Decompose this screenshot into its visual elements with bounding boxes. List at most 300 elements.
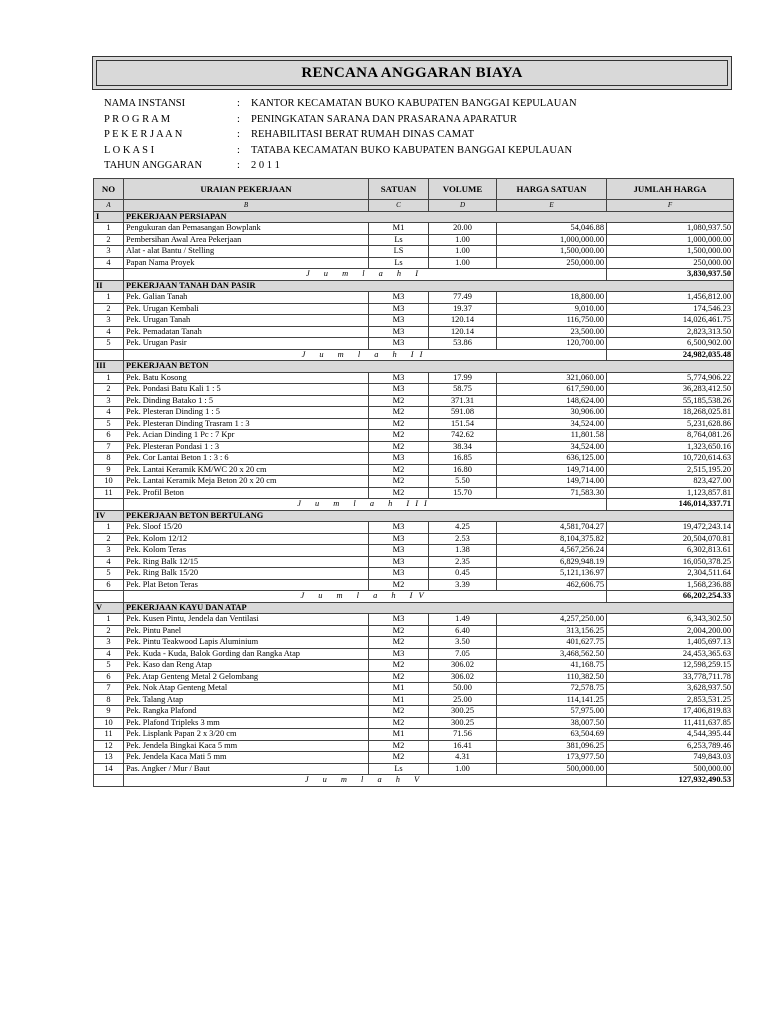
cell-volume: 17.99 xyxy=(429,372,497,384)
title-box xyxy=(92,56,732,90)
cell-no: 2 xyxy=(94,303,124,315)
cell-no: 5 xyxy=(94,568,124,580)
cell-harga-satuan: 4,257,250.00 xyxy=(497,614,607,626)
cell-satuan: M3 xyxy=(369,372,429,384)
cell-no: 8 xyxy=(94,453,124,465)
total-spacer xyxy=(94,269,124,281)
info-colon: : xyxy=(237,98,240,110)
title-frame xyxy=(96,60,728,86)
cell-jumlah-harga: 1,000,000.00 xyxy=(607,234,734,246)
cell-harga-satuan: 1,000,000.00 xyxy=(497,234,607,246)
cell-satuan: M2 xyxy=(369,625,429,637)
cell-satuan: M2 xyxy=(369,418,429,430)
table-row xyxy=(94,372,734,384)
table-row xyxy=(94,223,734,235)
cell-no: 11 xyxy=(94,729,124,741)
section-header-row xyxy=(94,211,734,223)
table-row xyxy=(94,407,734,419)
cell-volume: 16.41 xyxy=(429,740,497,752)
table-row xyxy=(94,752,734,764)
cell-satuan: M3 xyxy=(369,522,429,534)
cell-no: 1 xyxy=(94,372,124,384)
cell-satuan: Ls xyxy=(369,257,429,269)
total-label: J u m l a h I xyxy=(124,269,607,281)
table-row xyxy=(94,568,734,580)
cell-harga-satuan: 41,168.75 xyxy=(497,660,607,672)
cell-satuan: M3 xyxy=(369,303,429,315)
cell-no: 9 xyxy=(94,706,124,718)
cell-satuan: M2 xyxy=(369,660,429,672)
section-header-row xyxy=(94,280,734,292)
cell-volume: 7.05 xyxy=(429,648,497,660)
total-value: 3,830,937.50 xyxy=(607,269,734,281)
table-row xyxy=(94,453,734,465)
cell-uraian: Pek. Dinding Batako 1 : 5 xyxy=(124,395,369,407)
cell-satuan: M2 xyxy=(369,637,429,649)
table-row xyxy=(94,246,734,258)
cell-uraian: Pek. Urugan Pasir xyxy=(124,338,369,350)
cell-uraian: Pek. Ring Balk 12/15 xyxy=(124,556,369,568)
table-row xyxy=(94,522,734,534)
table-row xyxy=(94,729,734,741)
table-row xyxy=(94,545,734,557)
cell-no: 5 xyxy=(94,660,124,672)
section-header-row xyxy=(94,602,734,614)
cell-jumlah-harga: 12,598,259.15 xyxy=(607,660,734,672)
cell-jumlah-harga: 5,774,906.22 xyxy=(607,372,734,384)
cell-uraian: Pek. Pemadatan Tanah xyxy=(124,326,369,338)
cell-harga-satuan: 250,000.00 xyxy=(497,257,607,269)
cell-harga-satuan: 23,500.00 xyxy=(497,326,607,338)
cell-volume: 1.00 xyxy=(429,234,497,246)
cell-uraian: Pek. Lantai Keramik KM/WC 20 x 20 cm xyxy=(124,464,369,476)
cell-jumlah-harga: 36,283,412.50 xyxy=(607,384,734,396)
cell-no: 7 xyxy=(94,441,124,453)
cell-no: 12 xyxy=(94,740,124,752)
cell-jumlah-harga: 17,406,819.83 xyxy=(607,706,734,718)
cell-harga-satuan: 9,010.00 xyxy=(497,303,607,315)
table-row xyxy=(94,234,734,246)
cell-jumlah-harga: 6,500,902.00 xyxy=(607,338,734,350)
total-value: 146,014,337.71 xyxy=(607,499,734,511)
cell-no: 3 xyxy=(94,315,124,327)
cell-satuan: M1 xyxy=(369,683,429,695)
cell-harga-satuan: 54,046.88 xyxy=(497,223,607,235)
col-header-uraian: URAIAN PEKERJAAN xyxy=(124,179,369,200)
cell-jumlah-harga: 3,628,937.50 xyxy=(607,683,734,695)
cell-no: 9 xyxy=(94,464,124,476)
cell-satuan: M3 xyxy=(369,338,429,350)
cell-jumlah-harga: 1,080,937.50 xyxy=(607,223,734,235)
cell-satuan: M2 xyxy=(369,464,429,476)
project-info xyxy=(104,96,577,174)
table-row xyxy=(94,671,734,683)
cell-harga-satuan: 71,583.30 xyxy=(497,487,607,499)
table-row xyxy=(94,418,734,430)
cell-jumlah-harga: 20,504,070.81 xyxy=(607,533,734,545)
cell-no: 3 xyxy=(94,395,124,407)
cell-volume: 25.00 xyxy=(429,694,497,706)
cell-jumlah-harga: 250,000.00 xyxy=(607,257,734,269)
section-total-row xyxy=(94,775,734,787)
col-header-satuan: SATUAN xyxy=(369,179,429,200)
cell-satuan: M3 xyxy=(369,315,429,327)
cell-no: 13 xyxy=(94,752,124,764)
cell-no: 5 xyxy=(94,338,124,350)
cell-jumlah-harga: 1,456,812.00 xyxy=(607,292,734,304)
cell-harga-satuan: 8,104,375.82 xyxy=(497,533,607,545)
table-row xyxy=(94,637,734,649)
cell-uraian: Pek. Nok Atap Genteng Metal xyxy=(124,683,369,695)
cell-volume: 0.45 xyxy=(429,568,497,580)
cell-harga-satuan: 500,000.00 xyxy=(497,763,607,775)
table-row xyxy=(94,487,734,499)
cell-jumlah-harga: 19,472,243.14 xyxy=(607,522,734,534)
cell-jumlah-harga: 1,568,236.88 xyxy=(607,579,734,591)
cell-uraian: Pek. Plesteran Dinding 1 : 5 xyxy=(124,407,369,419)
cell-jumlah-harga: 8,764,081.26 xyxy=(607,430,734,442)
cell-satuan: M3 xyxy=(369,384,429,396)
cell-volume: 6.40 xyxy=(429,625,497,637)
cell-uraian: Pek. Kusen Pintu, Jendela dan Ventilasi xyxy=(124,614,369,626)
cell-harga-satuan: 72,578.75 xyxy=(497,683,607,695)
section-title: PEKERJAAN BETON xyxy=(124,361,734,373)
cell-jumlah-harga: 6,343,302.50 xyxy=(607,614,734,626)
info-label: P R O G R A M xyxy=(104,113,171,125)
cell-jumlah-harga: 11,411,637.85 xyxy=(607,717,734,729)
cell-no: 4 xyxy=(94,257,124,269)
cell-satuan: M1 xyxy=(369,223,429,235)
cell-satuan: M1 xyxy=(369,694,429,706)
cell-no: 1 xyxy=(94,223,124,235)
table-row xyxy=(94,717,734,729)
cell-harga-satuan: 636,125.00 xyxy=(497,453,607,465)
table-row xyxy=(94,257,734,269)
info-colon: : xyxy=(237,113,240,125)
section-number: I xyxy=(94,211,124,223)
table-row xyxy=(94,476,734,488)
cell-jumlah-harga: 33,778,711.78 xyxy=(607,671,734,683)
table-row xyxy=(94,614,734,626)
cell-jumlah-harga: 6,253,789.46 xyxy=(607,740,734,752)
cell-uraian: Pek. Plesteran Dinding Trasram 1 : 3 xyxy=(124,418,369,430)
total-value: 24,982,035.48 xyxy=(607,349,734,361)
cell-volume: 2.35 xyxy=(429,556,497,568)
info-value: REHABILITASI BERAT RUMAH DINAS CAMAT xyxy=(251,129,474,141)
cell-uraian: Pek. Plat Beton Teras xyxy=(124,579,369,591)
cell-no: 10 xyxy=(94,476,124,488)
col-header-no: NO xyxy=(94,179,124,200)
info-row-instansi xyxy=(104,96,577,112)
column-letters-row xyxy=(94,200,734,212)
section-header-row xyxy=(94,361,734,373)
table-row xyxy=(94,763,734,775)
cell-uraian: Pek. Pondasi Batu Kali 1 : 5 xyxy=(124,384,369,396)
cell-no: 2 xyxy=(94,234,124,246)
cell-uraian: Pas. Angker / Mur / Baut xyxy=(124,763,369,775)
cell-no: 1 xyxy=(94,614,124,626)
cell-volume: 1.00 xyxy=(429,257,497,269)
table-row xyxy=(94,315,734,327)
total-spacer xyxy=(94,591,124,603)
cell-jumlah-harga: 2,823,313.50 xyxy=(607,326,734,338)
cell-satuan: Ls xyxy=(369,234,429,246)
cell-volume: 3.39 xyxy=(429,579,497,591)
cell-harga-satuan: 38,007.50 xyxy=(497,717,607,729)
total-spacer xyxy=(94,499,124,511)
cell-no: 7 xyxy=(94,683,124,695)
cell-uraian: Pek. Rangka Plafond xyxy=(124,706,369,718)
info-row-lokasi xyxy=(104,143,577,159)
cell-jumlah-harga: 5,231,628.86 xyxy=(607,418,734,430)
info-row-pekerjaan xyxy=(104,127,577,143)
cell-volume: 58.75 xyxy=(429,384,497,396)
cell-no: 2 xyxy=(94,384,124,396)
cell-jumlah-harga: 1,323,650.16 xyxy=(607,441,734,453)
cell-no: 1 xyxy=(94,292,124,304)
cell-no: 11 xyxy=(94,487,124,499)
cell-uraian: Alat - alat Bantu / Stelling xyxy=(124,246,369,258)
cell-volume: 2.53 xyxy=(429,533,497,545)
cell-volume: 3.50 xyxy=(429,637,497,649)
table-row xyxy=(94,683,734,695)
cell-satuan: M2 xyxy=(369,579,429,591)
cell-harga-satuan: 173,977.50 xyxy=(497,752,607,764)
cell-satuan: M2 xyxy=(369,706,429,718)
section-title: PEKERJAAN BETON BERTULANG xyxy=(124,510,734,522)
cell-harga-satuan: 34,524.00 xyxy=(497,441,607,453)
cell-jumlah-harga: 18,268,025.81 xyxy=(607,407,734,419)
total-label: J u m l a h IV xyxy=(124,591,607,603)
cell-satuan: LS xyxy=(369,246,429,258)
cell-volume: 53.86 xyxy=(429,338,497,350)
cell-satuan: M2 xyxy=(369,476,429,488)
cell-volume: 371.31 xyxy=(429,395,497,407)
cell-uraian: Pek. Kolom Teras xyxy=(124,545,369,557)
info-colon: : xyxy=(237,160,240,172)
cell-uraian: Pek. Acian Dinding 1 Pc : 7 Kpr xyxy=(124,430,369,442)
table-row xyxy=(94,556,734,568)
cell-no: 1 xyxy=(94,522,124,534)
cell-volume: 5.50 xyxy=(429,476,497,488)
info-value: PENINGKATAN SARANA DAN PRASARANA APARATUR xyxy=(251,113,517,125)
col-letter: D xyxy=(429,200,497,212)
info-label: L O K A S I xyxy=(104,144,155,156)
cell-jumlah-harga: 2,004,200.00 xyxy=(607,625,734,637)
table-row xyxy=(94,338,734,350)
header-row xyxy=(94,179,734,200)
section-title: PEKERJAAN PERSIAPAN xyxy=(124,211,734,223)
cell-volume: 77.49 xyxy=(429,292,497,304)
cell-jumlah-harga: 4,544,395.44 xyxy=(607,729,734,741)
cell-satuan: M2 xyxy=(369,395,429,407)
section-number: IV xyxy=(94,510,124,522)
cell-harga-satuan: 313,156.25 xyxy=(497,625,607,637)
cell-satuan: M2 xyxy=(369,752,429,764)
table-row xyxy=(94,326,734,338)
cell-satuan: M3 xyxy=(369,545,429,557)
cell-satuan: M2 xyxy=(369,430,429,442)
cell-volume: 591.08 xyxy=(429,407,497,419)
cell-harga-satuan: 381,096.25 xyxy=(497,740,607,752)
cell-harga-satuan: 148,624.00 xyxy=(497,395,607,407)
table-row xyxy=(94,430,734,442)
col-header-jumlah-harga: JUMLAH HARGA xyxy=(607,179,734,200)
info-value: KANTOR KECAMATAN BUKO KABUPATEN BANGGAI KEPULAUAN xyxy=(251,98,577,110)
info-colon: : xyxy=(237,129,240,141)
cell-harga-satuan: 34,524.00 xyxy=(497,418,607,430)
cell-no: 2 xyxy=(94,625,124,637)
cell-volume: 15.70 xyxy=(429,487,497,499)
total-label: J u m l a h III xyxy=(124,499,607,511)
cell-uraian: Pek. Kaso dan Reng Atap xyxy=(124,660,369,672)
total-label: J u m l a h II xyxy=(124,349,607,361)
info-row-program xyxy=(104,112,577,128)
section-number: V xyxy=(94,602,124,614)
cell-volume: 300.25 xyxy=(429,717,497,729)
cell-jumlah-harga: 55,185,538.26 xyxy=(607,395,734,407)
cell-satuan: M3 xyxy=(369,568,429,580)
cell-uraian: Pek. Plesteran Pondasi 1 : 3 xyxy=(124,441,369,453)
cell-no: 14 xyxy=(94,763,124,775)
cell-harga-satuan: 18,800.00 xyxy=(497,292,607,304)
cell-uraian: Pembersihan Awal Area Pekerjaan xyxy=(124,234,369,246)
cell-satuan: M3 xyxy=(369,648,429,660)
cell-harga-satuan: 401,627.75 xyxy=(497,637,607,649)
cell-harga-satuan: 5,121,136.97 xyxy=(497,568,607,580)
cell-volume: 1.00 xyxy=(429,763,497,775)
info-colon: : xyxy=(237,144,240,156)
section-header-row xyxy=(94,510,734,522)
cell-no: 6 xyxy=(94,671,124,683)
cell-uraian: Pek. Atap Genteng Metal 2 Gelombang xyxy=(124,671,369,683)
cell-uraian: Pek. Lisplank Papan 2 x 3/20 cm xyxy=(124,729,369,741)
cell-uraian: Pek. Urugan Kembali xyxy=(124,303,369,315)
cell-uraian: Pek. Sloof 15/20 xyxy=(124,522,369,534)
cell-jumlah-harga: 2,304,511.64 xyxy=(607,568,734,580)
page-title: RENCANA ANGGARAN BIAYA xyxy=(301,64,523,81)
cell-volume: 16.80 xyxy=(429,464,497,476)
cell-satuan: M2 xyxy=(369,671,429,683)
cell-uraian: Pek. Pintu Panel xyxy=(124,625,369,637)
cell-volume: 20.00 xyxy=(429,223,497,235)
table-row xyxy=(94,706,734,718)
cell-uraian: Pek. Kuda - Kuda, Balok Gording dan Rangka Atap xyxy=(124,648,369,660)
cell-no: 4 xyxy=(94,326,124,338)
info-value: TATABA KECAMATAN BUKO KABUPATEN BANGGAI KEPULAUAN xyxy=(251,144,573,156)
cell-no: 3 xyxy=(94,545,124,557)
total-value: 127,932,490.53 xyxy=(607,775,734,787)
cell-uraian: Pek. Pintu Teakwood Lapis Aluminium xyxy=(124,637,369,649)
cell-satuan: M2 xyxy=(369,407,429,419)
cell-harga-satuan: 149,714.00 xyxy=(497,464,607,476)
section-number: III xyxy=(94,361,124,373)
cell-jumlah-harga: 2,853,531.25 xyxy=(607,694,734,706)
cell-no: 4 xyxy=(94,556,124,568)
cell-harga-satuan: 321,060.00 xyxy=(497,372,607,384)
cell-uraian: Pengukuran dan Pemasangan Bowplank xyxy=(124,223,369,235)
table-row xyxy=(94,660,734,672)
cell-volume: 1.38 xyxy=(429,545,497,557)
total-value: 66,202,254.33 xyxy=(607,591,734,603)
cell-harga-satuan: 11,801.58 xyxy=(497,430,607,442)
table-row xyxy=(94,464,734,476)
cell-jumlah-harga: 823,427.00 xyxy=(607,476,734,488)
cell-jumlah-harga: 16,050,378.25 xyxy=(607,556,734,568)
cell-no: 10 xyxy=(94,717,124,729)
section-number: II xyxy=(94,280,124,292)
cell-volume: 4.31 xyxy=(429,752,497,764)
cell-satuan: M2 xyxy=(369,441,429,453)
cell-no: 4 xyxy=(94,648,124,660)
cell-no: 4 xyxy=(94,407,124,419)
table-row xyxy=(94,648,734,660)
col-letter: B xyxy=(124,200,369,212)
cell-harga-satuan: 6,829,948.19 xyxy=(497,556,607,568)
cell-satuan: M3 xyxy=(369,326,429,338)
cell-jumlah-harga: 14,026,461.75 xyxy=(607,315,734,327)
cell-jumlah-harga: 500,000.00 xyxy=(607,763,734,775)
table-row xyxy=(94,625,734,637)
cell-uraian: Pek. Kolom 12/12 xyxy=(124,533,369,545)
info-row-tahun xyxy=(104,158,577,174)
cell-satuan: M2 xyxy=(369,740,429,752)
cell-volume: 1.00 xyxy=(429,246,497,258)
section-title: PEKERJAAN TANAH DAN PASIR xyxy=(124,280,734,292)
cell-volume: 19.37 xyxy=(429,303,497,315)
cell-no: 3 xyxy=(94,246,124,258)
cell-no: 5 xyxy=(94,418,124,430)
cell-uraian: Pek. Lantai Keramik Meja Beton 20 x 20 cm xyxy=(124,476,369,488)
cell-no: 8 xyxy=(94,694,124,706)
total-spacer xyxy=(94,775,124,787)
cell-jumlah-harga: 2,515,195.20 xyxy=(607,464,734,476)
cell-harga-satuan: 63,504.69 xyxy=(497,729,607,741)
cell-harga-satuan: 4,567,256.24 xyxy=(497,545,607,557)
cell-uraian: Pek. Jendela Bingkai Kaca 5 mm xyxy=(124,740,369,752)
col-letter: E xyxy=(497,200,607,212)
cell-uraian: Pek. Plafond Tripleks 3 mm xyxy=(124,717,369,729)
table-row xyxy=(94,384,734,396)
cell-harga-satuan: 617,590.00 xyxy=(497,384,607,396)
cell-uraian: Pek. Ring Balk 15/20 xyxy=(124,568,369,580)
table-row xyxy=(94,395,734,407)
cell-volume: 71.56 xyxy=(429,729,497,741)
cell-harga-satuan: 120,700.00 xyxy=(497,338,607,350)
cell-satuan: M3 xyxy=(369,533,429,545)
cell-volume: 306.02 xyxy=(429,671,497,683)
cell-volume: 1.49 xyxy=(429,614,497,626)
section-total-row xyxy=(94,591,734,603)
cell-jumlah-harga: 10,720,614.63 xyxy=(607,453,734,465)
cell-volume: 38.34 xyxy=(429,441,497,453)
cell-satuan: M2 xyxy=(369,487,429,499)
table-row xyxy=(94,740,734,752)
info-value: 2 0 1 1 xyxy=(251,160,280,172)
cell-uraian: Pek. Jendela Kaca Mati 5 mm xyxy=(124,752,369,764)
section-title: PEKERJAAN KAYU DAN ATAP xyxy=(124,602,734,614)
cell-jumlah-harga: 1,500,000.00 xyxy=(607,246,734,258)
cell-uraian: Pek. Cor Lantai Beton 1 : 3 : 6 xyxy=(124,453,369,465)
cell-harga-satuan: 30,906.00 xyxy=(497,407,607,419)
cell-satuan: M3 xyxy=(369,556,429,568)
cell-volume: 16.85 xyxy=(429,453,497,465)
cell-uraian: Pek. Batu Kosong xyxy=(124,372,369,384)
table-body xyxy=(94,211,734,786)
table-row xyxy=(94,441,734,453)
total-label: J u m l a h V xyxy=(124,775,607,787)
table-row xyxy=(94,694,734,706)
